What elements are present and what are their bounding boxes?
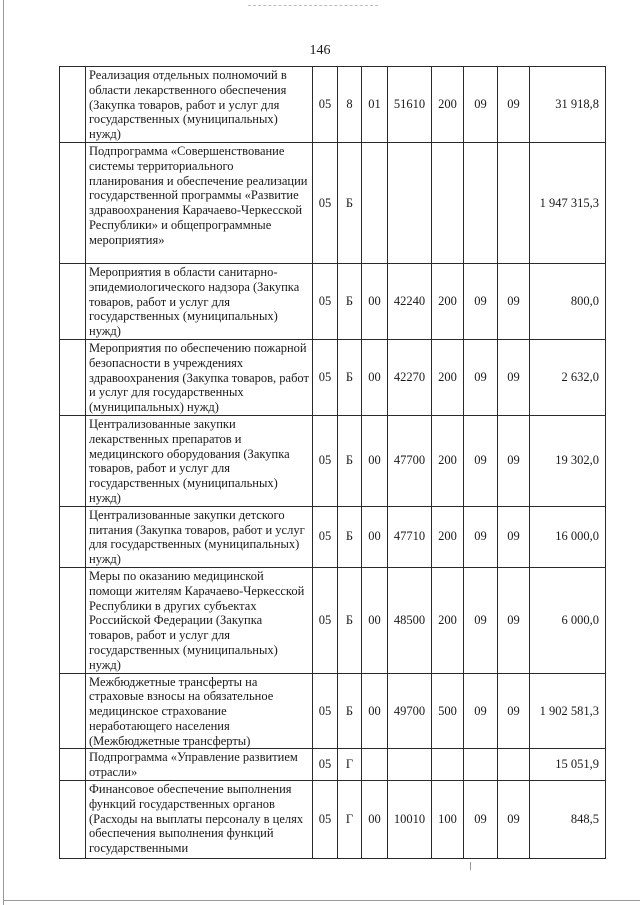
- amount: 15 051,9: [530, 749, 606, 781]
- code-program: Б: [338, 142, 362, 263]
- left-border-line: [3, 0, 4, 905]
- code-ministry: 05: [313, 263, 338, 339]
- code-section: 09: [464, 415, 498, 506]
- code-ministry: 05: [313, 749, 338, 781]
- code-ministry: 05: [313, 781, 338, 859]
- code-program: Б: [338, 506, 362, 567]
- code-ministry: 05: [313, 67, 338, 143]
- page-number: 146: [309, 43, 331, 58]
- code-expense-type: 200: [432, 506, 464, 567]
- code-section: 09: [464, 339, 498, 415]
- table-row: [60, 67, 606, 143]
- blank-cell: [60, 142, 86, 263]
- item-name: Мероприятия в области санитарно-эпидемиологического надзора (Закупка товаров, работ и услуг для государственных (муниципальных) нужд): [86, 263, 313, 339]
- amount: 1 947 315,3: [530, 142, 606, 263]
- code-subsection: 09: [498, 263, 530, 339]
- item-name: Финансовое обеспечение выполнения функций государственных органов (Расходы на выплаты персоналу в целях обеспечения выполнения функций государственными: [86, 781, 313, 859]
- code-subprogram: 00: [362, 781, 388, 859]
- code-section: 09: [464, 567, 498, 673]
- item-name: Межбюджетные трансферты на страховые взносы на обязательное медицинское страхование неработающего населения (Межбюджетные трансферты): [86, 673, 313, 749]
- code-program: Б: [338, 673, 362, 749]
- amount: 6 000,0: [530, 567, 606, 673]
- code-program: 8: [338, 67, 362, 143]
- item-name: Подпрограмма «Управление развитием отрасли»: [86, 749, 313, 781]
- code-subprogram: 00: [362, 339, 388, 415]
- code-section: 09: [464, 506, 498, 567]
- code-section: 09: [464, 781, 498, 859]
- code-section: 09: [464, 263, 498, 339]
- code-expense-type: 100: [432, 781, 464, 859]
- top-divider: [248, 5, 378, 6]
- code-subprogram: 00: [362, 263, 388, 339]
- item-name: Подпрограмма «Совершенствование системы территориального планирования и обеспечение реализации государственной программы «Развитие здравоохранения Карачаево-Черкесской Республики» и общепрограммные мероприятия»: [86, 142, 313, 263]
- blank-cell: [60, 415, 86, 506]
- table-row: [60, 339, 606, 415]
- code-expense-type: 200: [432, 415, 464, 506]
- blank-cell: [60, 67, 86, 143]
- item-name: Централизованные закупки детского питания (Закупка товаров, работ и услуг для государственных (муниципальных) нужд): [86, 506, 313, 567]
- code-expense-type: 500: [432, 673, 464, 749]
- amount: 31 918,8: [530, 67, 606, 143]
- code-program: Б: [338, 263, 362, 339]
- blank-cell: [60, 749, 86, 781]
- code-direction: 47710: [388, 506, 432, 567]
- blank-cell: [60, 506, 86, 567]
- blank-cell: [60, 781, 86, 859]
- code-subsection: 09: [498, 67, 530, 143]
- code-direction: [388, 142, 432, 263]
- code-program: Б: [338, 339, 362, 415]
- code-subsection: 09: [498, 673, 530, 749]
- code-direction: 48500: [388, 567, 432, 673]
- code-expense-type: 200: [432, 339, 464, 415]
- code-direction: 42270: [388, 339, 432, 415]
- code-subsection: 09: [498, 506, 530, 567]
- table-row: [60, 506, 606, 567]
- code-expense-type: 200: [432, 567, 464, 673]
- item-name: Централизованные закупки лекарственных препаратов и медицинского оборудования (Закупка товаров, работ и услуг для государственных (муниципальных) нужд): [86, 415, 313, 506]
- code-program: Г: [338, 749, 362, 781]
- code-expense-type: 200: [432, 263, 464, 339]
- item-name: Меры по оказанию медицинской помощи жителям Карачаево-Черкесской Республики в других субъектах Российской Федерации (Закупка товаров, работ и услуг для государственных (муниципальных) нужд): [86, 567, 313, 673]
- item-name: Мероприятия по обеспечению пожарной безопасности в учреждениях здравоохранения (Закупка товаров, работ и услуг для государственных (муниципальных) нужд): [86, 339, 313, 415]
- code-ministry: 05: [313, 673, 338, 749]
- code-ministry: 05: [313, 142, 338, 263]
- table-row: [60, 415, 606, 506]
- code-direction: 42240: [388, 263, 432, 339]
- code-subsection: 09: [498, 339, 530, 415]
- code-direction: 49700: [388, 673, 432, 749]
- code-expense-type: [432, 749, 464, 781]
- table-row: [60, 673, 606, 749]
- code-expense-type: [432, 142, 464, 263]
- code-direction: 10010: [388, 781, 432, 859]
- code-direction: [388, 749, 432, 781]
- code-ministry: 05: [313, 506, 338, 567]
- code-subprogram: 00: [362, 415, 388, 506]
- code-section: [464, 142, 498, 263]
- code-subsection: 09: [498, 415, 530, 506]
- blank-cell: [60, 339, 86, 415]
- budget-table: [59, 66, 606, 859]
- item-name: Реализация отдельных полномочий в области лекарственного обеспечения (Закупка товаров, работ и услуг для государственных (муниципальных) нужд): [86, 67, 313, 143]
- code-direction: 51610: [388, 67, 432, 143]
- code-subprogram: [362, 142, 388, 263]
- code-subprogram: 01: [362, 67, 388, 143]
- code-ministry: 05: [313, 339, 338, 415]
- code-subprogram: [362, 749, 388, 781]
- code-direction: 47700: [388, 415, 432, 506]
- code-subprogram: 00: [362, 567, 388, 673]
- blank-cell: [60, 263, 86, 339]
- scan-mark: [470, 862, 471, 870]
- code-ministry: 05: [313, 415, 338, 506]
- amount: 2 632,0: [530, 339, 606, 415]
- code-program: Б: [338, 415, 362, 506]
- code-ministry: 05: [313, 567, 338, 673]
- table-row: [60, 781, 606, 859]
- code-section: 09: [464, 673, 498, 749]
- bottom-border-line: [3, 900, 640, 901]
- code-subsection: [498, 142, 530, 263]
- amount: 19 302,0: [530, 415, 606, 506]
- code-subsection: 09: [498, 567, 530, 673]
- table-row: [60, 749, 606, 781]
- code-subsection: [498, 749, 530, 781]
- code-subprogram: 00: [362, 673, 388, 749]
- amount: 848,5: [530, 781, 606, 859]
- table-row: [60, 263, 606, 339]
- code-section: 09: [464, 67, 498, 143]
- code-expense-type: 200: [432, 67, 464, 143]
- table-row: [60, 142, 606, 263]
- amount: 1 902 581,3: [530, 673, 606, 749]
- blank-cell: [60, 567, 86, 673]
- code-section: [464, 749, 498, 781]
- amount: 16 000,0: [530, 506, 606, 567]
- amount: 800,0: [530, 263, 606, 339]
- code-program: Г: [338, 781, 362, 859]
- code-program: Б: [338, 567, 362, 673]
- code-subsection: 09: [498, 781, 530, 859]
- blank-cell: [60, 673, 86, 749]
- code-subprogram: 00: [362, 506, 388, 567]
- table-row: [60, 567, 606, 673]
